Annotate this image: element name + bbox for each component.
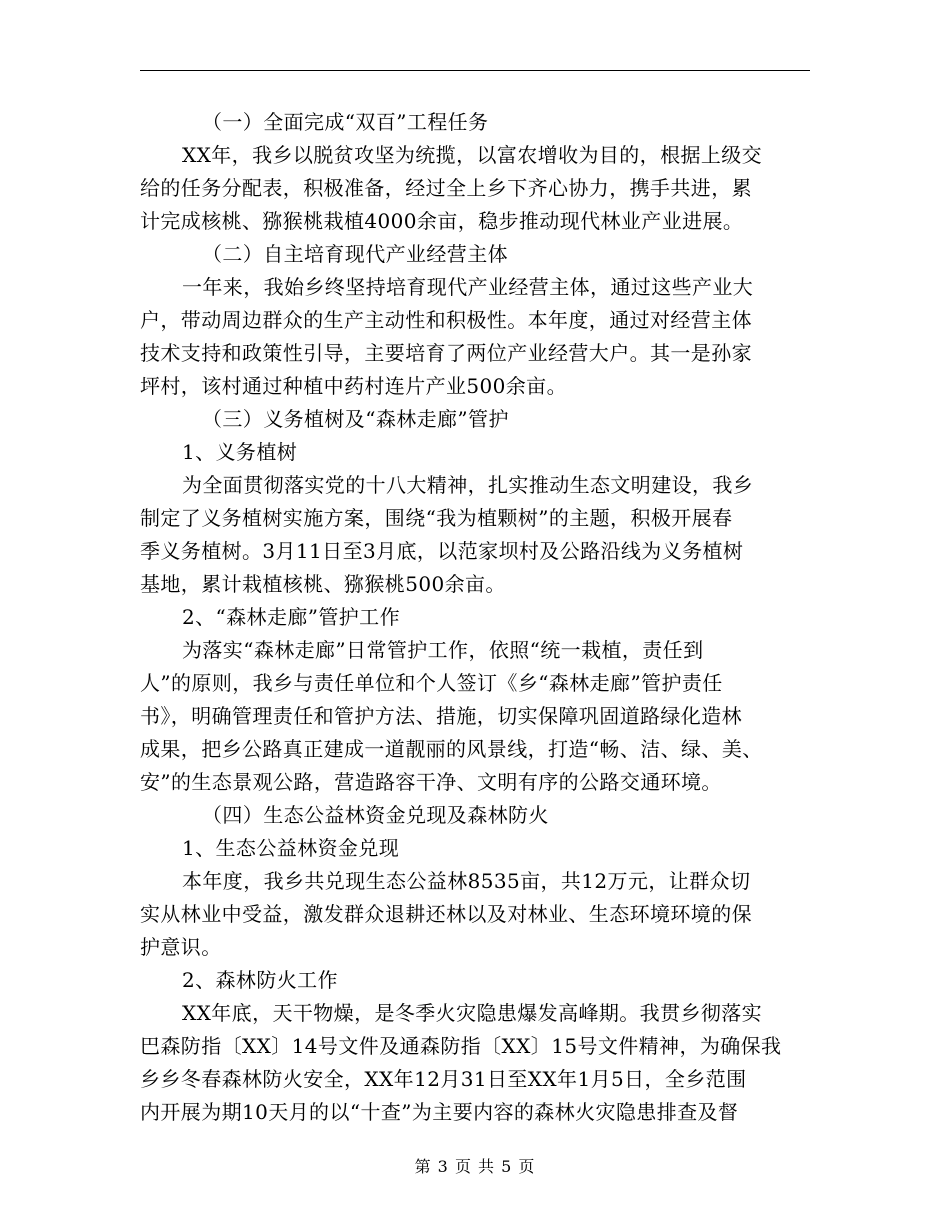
text-line: 给的任务分配表，积极准备，经过全上乡下齐心协力，携手共进，累 xyxy=(140,176,752,200)
document-body xyxy=(140,106,810,1129)
text-line: （四）生态公益林资金兑现及森林防火 xyxy=(202,803,549,827)
text-line: 护意识。 xyxy=(140,935,222,959)
text-line: 本年度，我乡共兑现生态公益林8535亩，共12万元，让群众切 xyxy=(182,869,751,893)
text-line: 制定了义务植树实施方案，围绕“我为植颗树”的主题，积极开展春 xyxy=(140,506,733,530)
text-line: 书》，明确管理责任和管护方法、措施，切实保障巩固道路绿化造林 xyxy=(140,704,742,728)
text-line: XX年底，天干物燥，是冬季火灾隐患爆发高峰期。我贯乡彻落实 xyxy=(182,1001,763,1025)
text-line: 乡乡冬春森林防火安全，XX年12月31日至XX年1月5日，全乡范围 xyxy=(140,1067,747,1091)
text-line: 坪村，该村通过种植中药村连片产业500余亩。 xyxy=(140,374,567,398)
text-line: （一）全面完成“双百”工程任务 xyxy=(202,110,489,134)
text-line: 计完成核桃、猕猴桃栽植4000余亩，稳步推动现代林业产业进展。 xyxy=(140,209,744,233)
text-line: 基地，累计栽植核桃、猕猴桃500余亩。 xyxy=(140,572,506,596)
header-rule xyxy=(140,70,810,71)
text-line: （三）义务植树及“森林走廊”管护 xyxy=(202,407,509,431)
text-line: 户，带动周边群众的生产主动性和积极性。本年度，通过对经营主体 xyxy=(140,308,752,332)
text-line: 安”的生态景观公路，营造路容干净、文明有序的公路交通环境。 xyxy=(140,770,722,794)
text-line: 为落实“森林走廊”日常管护工作，依照“统一栽植，责任到 xyxy=(182,638,704,662)
text-line: 季义务植树。3月11日至3月底，以范家坝村及公路沿线为义务植树 xyxy=(140,539,744,563)
text-line: 实从林业中受益，激发群众退耕还林以及对林业、生态环境环境的保 xyxy=(140,902,752,926)
text-line: 2、森林防火工作 xyxy=(182,968,338,992)
text-line: 为全面贯彻落实党的十八大精神，扎实推动生态文明建设，我乡 xyxy=(182,473,754,497)
text-line: 成果，把乡公路真正建成一道靓丽的风景线，打造“畅、洁、绿、美、 xyxy=(140,737,763,761)
text-line: （二）自主培育现代产业经营主体 xyxy=(202,242,508,266)
page-footer: 第 3 页 共 5 页 xyxy=(414,1157,536,1176)
text-line: 2、“森林走廊”管护工作 xyxy=(182,605,400,629)
text-line: 人”的原则，我乡与责任单位和个人签订《乡“森林走廊”管护责任 xyxy=(140,671,723,695)
text-line: 1、生态公益林资金兑现 xyxy=(182,836,400,860)
text-line: 巴森防指〔XX〕14号文件及通森防指〔XX〕15号文件精神，为确保我 xyxy=(140,1034,782,1058)
text-line: 技术支持和政策性引导，主要培育了两位产业经营大户。其一是孙家 xyxy=(140,341,752,365)
text-line: 一年来，我始乡终坚持培育现代产业经营主体，通过这些产业大 xyxy=(182,275,754,299)
text-line: 内开展为期10天月的以“十查”为主要内容的森林火灾隐患排查及督 xyxy=(140,1100,739,1124)
text-line: 1、义务植树 xyxy=(182,440,298,464)
text-line: XX年，我乡以脱贫攻坚为统揽，以富农增收为目的，根据上级交 xyxy=(182,143,763,167)
